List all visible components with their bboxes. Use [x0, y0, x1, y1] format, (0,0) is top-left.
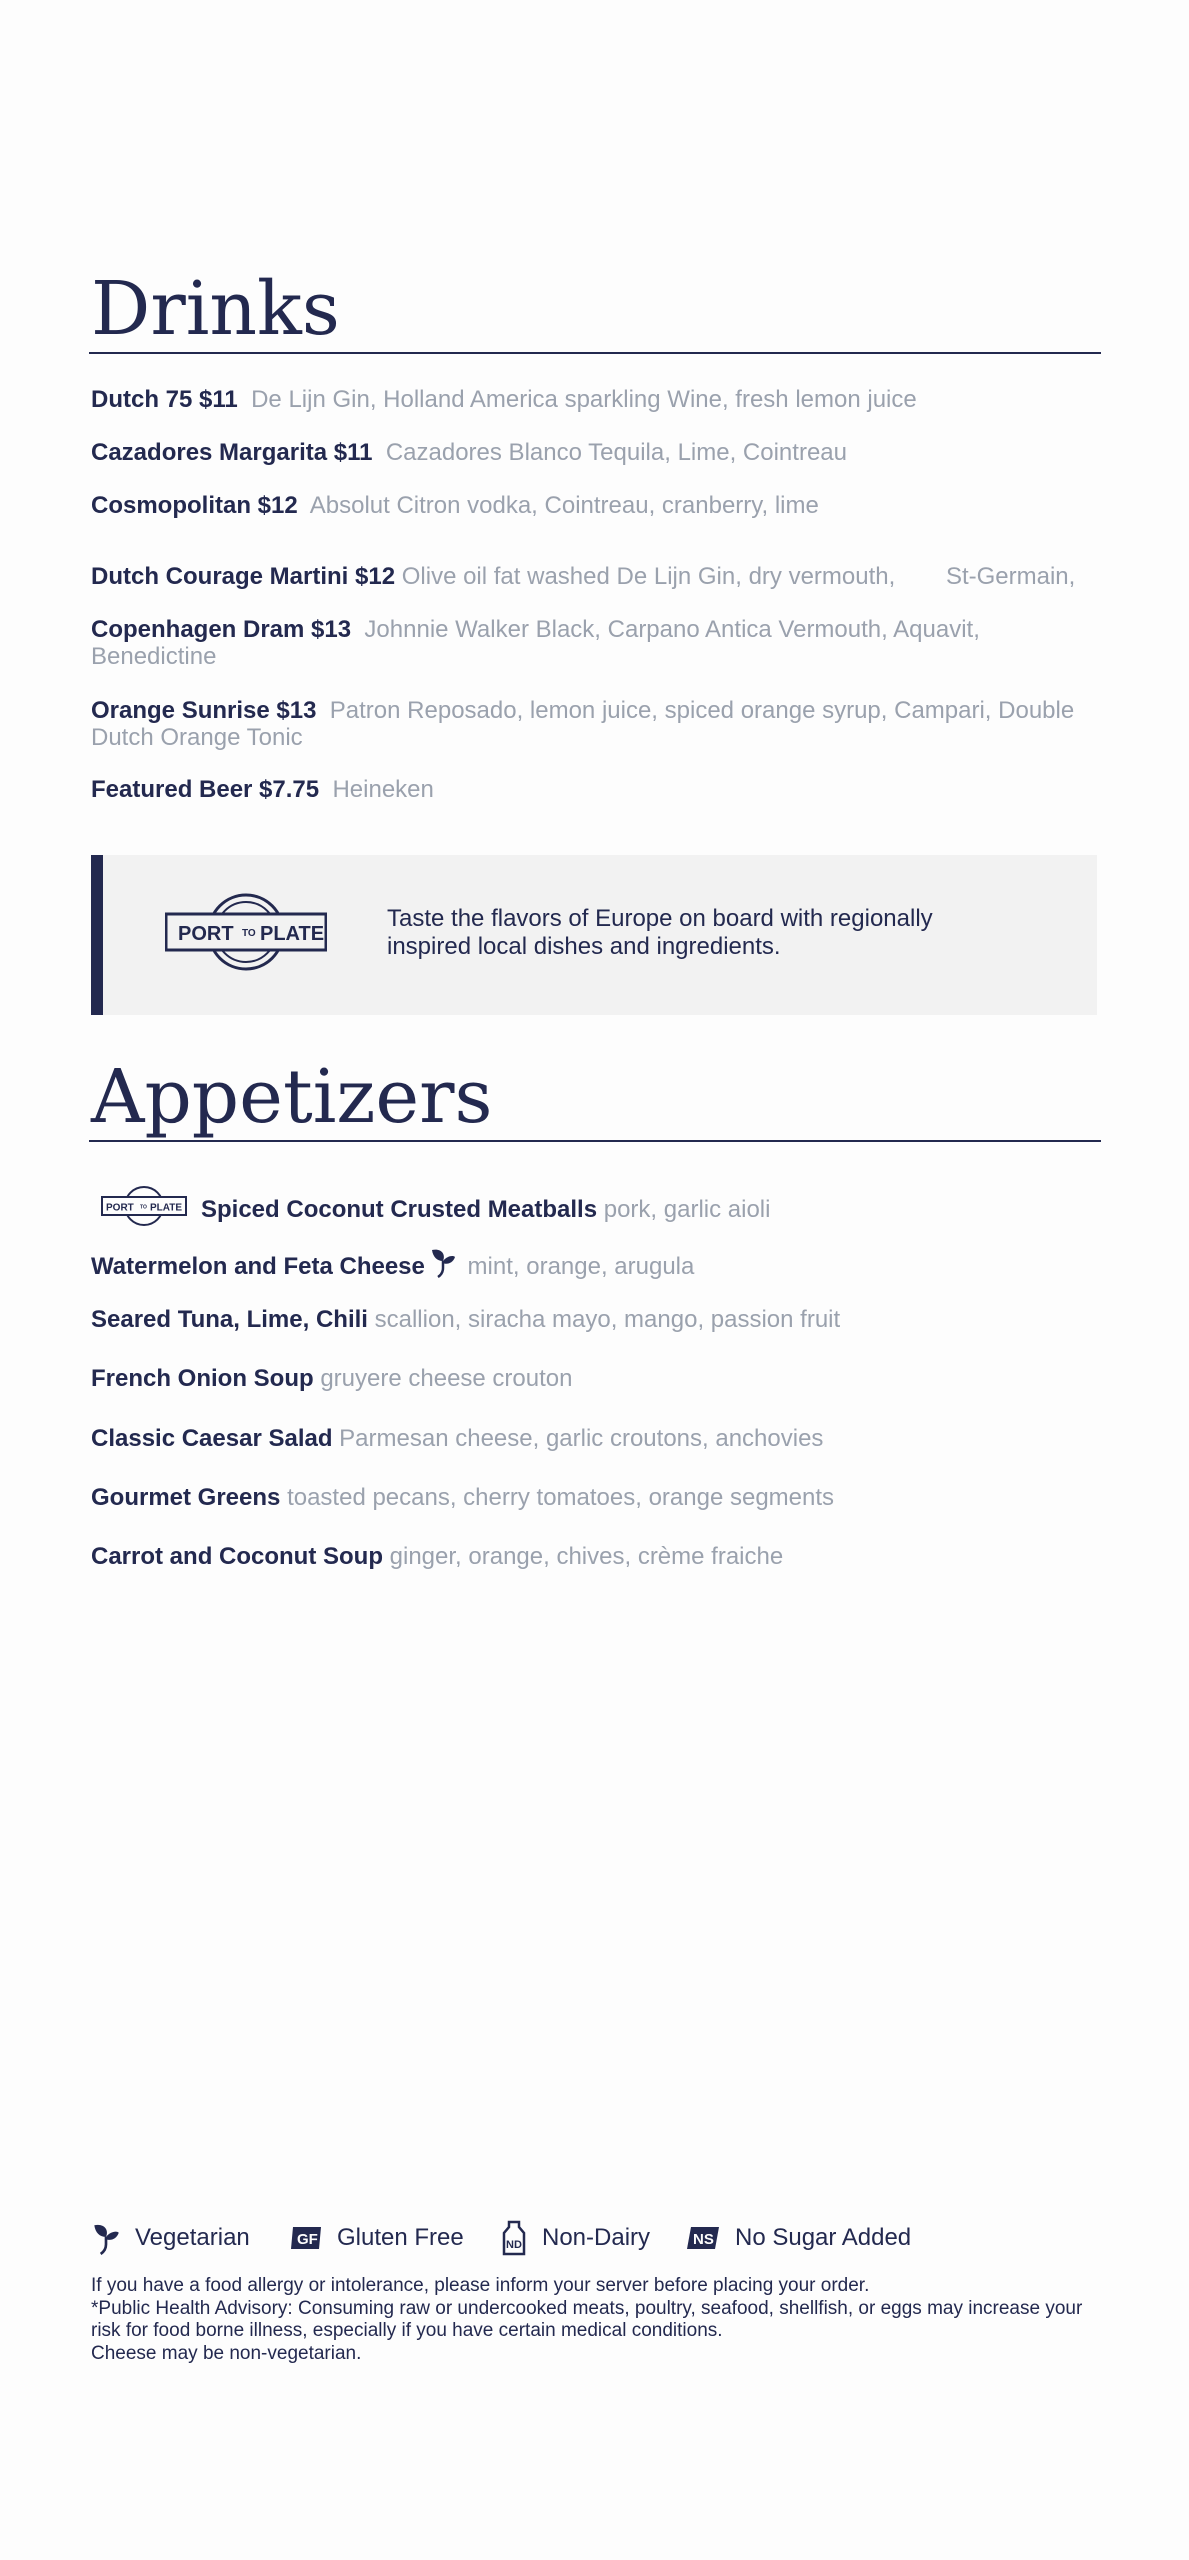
svg-text:PORT: PORT — [106, 1202, 134, 1214]
appetizer-name: Seared Tuna, Lime, Chili — [91, 1306, 368, 1333]
drink-item — [91, 492, 1091, 519]
appetizer-desc: scallion, siracha mayo, mango, passion fruit — [374, 1306, 841, 1333]
appetizer-desc: ginger, orange, chives, crème fraiche — [389, 1543, 784, 1570]
drink-desc: De Lijn Gin, Holland America sparkling Wine, fresh lemon juice — [251, 386, 917, 413]
non-dairy-icon — [500, 2220, 528, 2256]
appetizer-item — [91, 1365, 1091, 1392]
drink-item — [91, 439, 1091, 466]
drink-desc: Absolut Citron vodka, Cointreau, cranberry, lime — [309, 492, 819, 519]
drink-name: Cosmopolitan $12 — [91, 492, 298, 519]
appetizer-name: Classic Caesar Salad — [91, 1425, 333, 1452]
vegetarian-icon — [429, 1246, 457, 1284]
port-to-plate-banner — [91, 855, 1097, 1015]
health-advisory: *Public Health Advisory: Consuming raw or undercooked meats, poultry, seafood, shellfish, or eggs may increase your risk for food borne illness, especially if you have certain medical conditions. — [91, 2297, 1083, 2341]
appetizer-desc: gruyere cheese crouton — [320, 1365, 573, 1392]
cheese-notice: Cheese may be non-vegetarian. — [91, 2342, 362, 2364]
appetizer-name: Spiced Coconut Crusted Meatballs — [201, 1196, 598, 1223]
legend-label: Gluten Free — [337, 2224, 464, 2251]
appetizer-desc: toasted pecans, cherry tomatoes, orange segments — [287, 1484, 835, 1511]
drinks-rule — [89, 352, 1101, 354]
drinks-heading: Drinks — [91, 266, 340, 352]
svg-text:NS: NS — [693, 2231, 714, 2248]
drink-name: Orange Sunrise $13 — [91, 697, 317, 724]
legend-label: Vegetarian — [135, 2224, 250, 2251]
drink-name: Dutch 75 $11 — [91, 386, 238, 413]
drink-desc: Johnnie Walker Black, Carpano Antica Vermouth, Aquavit, Benedictine — [91, 616, 980, 670]
legend-non-dairy — [500, 2218, 650, 2258]
svg-text:TO: TO — [242, 928, 256, 939]
appetizer-item — [91, 1246, 1091, 1284]
appetizer-name: Carrot and Coconut Soup — [91, 1543, 383, 1570]
port-to-plate-logo-icon — [165, 892, 327, 977]
legend-gluten-free — [289, 2218, 464, 2258]
svg-text:PLATE: PLATE — [260, 923, 325, 945]
appetizer-item — [91, 1484, 1091, 1511]
gluten-free-icon — [289, 2225, 323, 2251]
drink-item — [91, 563, 1091, 590]
drink-desc: Heineken — [332, 776, 434, 803]
legend-label: Non-Dairy — [542, 2224, 651, 2251]
appetizer-desc: mint, orange, arugula — [467, 1253, 695, 1280]
vegetarian-icon — [91, 2221, 121, 2255]
appetizer-item — [91, 1543, 1091, 1570]
legend-vegetarian — [91, 2218, 250, 2258]
legend-no-sugar — [685, 2218, 911, 2258]
disclaimer — [91, 2275, 1091, 2365]
appetizer-item — [91, 1306, 1091, 1333]
drink-name: Cazadores Margarita $11 — [91, 439, 373, 466]
svg-text:TO: TO — [140, 1204, 147, 1211]
port-to-plate-badge-icon — [101, 1185, 187, 1233]
svg-text:GF: GF — [297, 2231, 318, 2248]
allergy-notice: If you have a food allergy or intolerance, please inform your server before placing your order. — [91, 2275, 870, 2296]
svg-text:ND: ND — [506, 2239, 522, 2251]
appetizers-heading: Appetizers — [91, 1054, 493, 1140]
drink-name: Featured Beer $7.75 — [91, 776, 320, 803]
appetizer-item — [91, 1185, 1091, 1233]
drink-desc: Cazadores Blanco Tequila, Lime, Cointreau — [385, 439, 847, 466]
drink-name: Dutch Courage Martini $12 — [91, 563, 396, 590]
appetizers-rule — [89, 1140, 1101, 1142]
appetizer-name: French Onion Soup — [91, 1365, 314, 1392]
svg-text:PLATE: PLATE — [150, 1202, 183, 1214]
drink-name: Copenhagen Dram $13 — [91, 616, 352, 643]
appetizer-desc: pork, garlic aioli — [603, 1196, 771, 1223]
appetizer-name: Gourmet Greens — [91, 1484, 281, 1511]
svg-text:PORT: PORT — [178, 923, 234, 945]
no-sugar-icon — [685, 2225, 721, 2251]
drink-item — [91, 776, 1091, 803]
drink-desc-extra: St-Germain, — [945, 563, 1076, 590]
appetizer-name: Watermelon and Feta Cheese — [91, 1253, 425, 1280]
banner-text: Taste the flavors of Europe on board with regionally inspired local dishes and ingredients. — [387, 905, 933, 960]
drink-item — [91, 616, 1091, 670]
legend-label: No Sugar Added — [735, 2224, 912, 2251]
appetizer-item — [91, 1425, 1091, 1452]
drink-desc: Patron Reposado, lemon juice, spiced orange syrup, Campari, Double Dutch Orange Tonic — [91, 697, 1075, 751]
drink-desc: Olive oil fat washed De Lijn Gin, dry vermouth, — [401, 563, 896, 590]
drink-item — [91, 697, 1091, 751]
drink-item — [91, 386, 1091, 413]
appetizer-desc: Parmesan cheese, garlic croutons, anchovies — [339, 1425, 824, 1452]
